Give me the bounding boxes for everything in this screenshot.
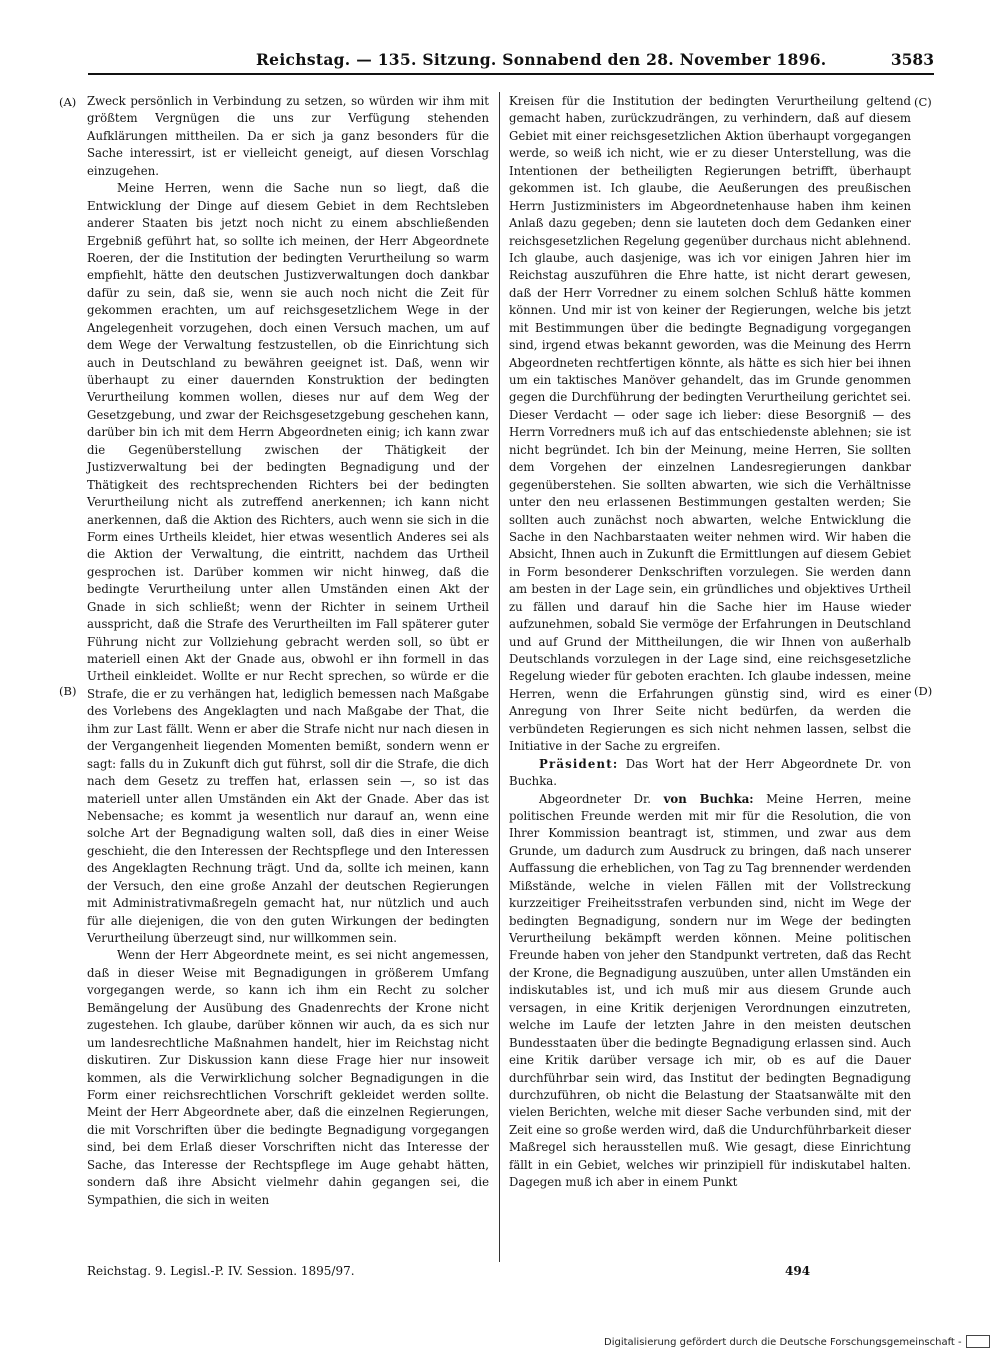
- margin-marker-a: (A): [59, 95, 77, 109]
- running-title: Reichstag. — 135. Sitzung. Sonnabend den 28. November 1896.: [256, 50, 827, 69]
- speech-paragraph: [509, 791, 911, 1192]
- header-rule: [88, 73, 934, 75]
- right-column: [509, 93, 911, 1192]
- session-footer: Reichstag. 9. Legisl.-P. IV. Session. 1895/97.: [87, 1264, 355, 1278]
- paragraph: Zweck persönlich in Verbindung zu setzen, so würden wir ihm mit größtem Vergnügen die uns zur Verfügung stehenden Aufklärungen mittheilen. Da er sich ja ganz besonders für die Sache interessirt, ist er vielleicht geneigt, auf diesen Vorschlag einzugehen.: [87, 94, 489, 178]
- left-column: [87, 93, 489, 1209]
- speaker-name: von Buchka:: [663, 791, 754, 806]
- column-divider: [499, 92, 500, 1262]
- speaker-label: Präsident:: [539, 756, 619, 771]
- dfg-logo-icon: [966, 1335, 990, 1348]
- margin-marker-c: (C): [914, 95, 932, 109]
- president-statement: [509, 756, 911, 791]
- page-number: 3583: [890, 50, 934, 69]
- sheet-number: 494: [785, 1264, 811, 1278]
- paragraph: Kreisen für die Institution der bedingten Verurtheilung geltend gemacht haben, zurückzudrängen, zu verhindern, daß auf diesem Gebiet mit einer reichsgesetzlichen Aktion überhaupt vorgegangen werde, so weiß ich nicht, wie er zu dieser Unterstellung, was die Intentionen der betheiligten Regierungen betrifft, überhaupt gekommen ist. Ich glaube, die Aeußerungen des preußischen Herrn Justizministers im Abgeordnetenhause haben ihm keinen Anlaß dazu gegeben; denn sie lauteten doch dem Gedanken einer reichsgesetzlichen Regelung gegenüber durchaus nicht ablehnend. Ich glaube, auch dasjenige, was ich vor einigen Jahren hier im Reichstag auszuführen die Ehre hatte, ist nicht derart gewesen, daß der Herr Vorredner zu einem solchen Schluß hätte kommen können. Und mir ist von keiner der Regierungen, welche bis jetzt mit Bestimmungen über die bedingte Begnadigung vorgegangen sind, irgend etwas bekannt geworden, was die Meinung des Herrn Abgeordneten rechtfertigen könnte, als hätte es sich hier bei ihnen um ein taktisches Manöver gehandelt, das im Grunde genommen gegen die Durchführung der bedingten Verurtheilung gerichtet sei. Dieser Verdacht — oder sage ich lieber: diese Besorgniß — des Herrn Vorredners muß ich auf das entschiedenste ablehnen; sie ist nicht begründet. Ich bin der Meinung, meine Herren, Sie sollten dem Vorgehen der einzelnen Landesregierungen dankbar gegenüberstehen. Sie sollten abwarten, wie sich die Verhältnisse unter den neu erlassenen Bestimmungen gestalten werden; Sie sollten auch zunächst noch abwarten, welche Entwicklung die Sache in den Nachbarstaaten weiter nehmen wird. Wir haben die Absicht, Ihnen auch in Zukunft die Ermittlungen auf diesem Gebiet in Form besonderer Denkschriften vorzulegen. Sie werden dann am besten in der Lage sein, ein gründliches und objektives Urtheil zu fällen und darauf hin die Sache hier im Hause wieder aufzunehmen, sobald Sie vermöge der Erfahrungen in Deutschland und auf Grund der Mittheilungen, die wir Ihnen von außerhalb Deutschlands vorzulegen in der Lage sind, eine reichsgesetzliche Regelung wieder für geboten erachten. Ich glaube indessen, meine Herren, wenn die Erfahrungen günstig sind, wird es einer Anregung von Ihrer Seite nicht bedürfen, da werden die verbündeten Regierungen es sich nicht nehmen lassen, selbst die Initiative in der Sache zu ergreifen.: [509, 94, 911, 754]
- digitization-notice: Digitalisierung gefördert durch die Deutsche Forschungsgemeinschaft -: [604, 1337, 962, 1348]
- page-header: [88, 46, 934, 72]
- paragraph: Meine Herren, wenn die Sache nun so liegt, daß die Entwicklung der Dinge auf diesem Gebiet in dem Rechtsleben anderer Staaten bis jetzt noch nicht zu einem abschließenden Ergebniß geführt hat, so sollte ich meinen, der Herr Abgeordnete Roeren, der die Institution der bedingten Verurtheilung so warm empfiehlt, hätte den deutschen Justizverwaltungen doch dankbar dafür zu sein, daß sie, wenn sie auch noch nicht die Zeit für gekommen erachten, um auf reichsgesetzlichem Wege in der Angelegenheit vorzugehen, doch einen Versuch machen, um auf dem Wege der Verwaltung festzustellen, ob die Einrichtung sich auch in Deutschland zu bewähren geeignet ist. Daß, wenn wir überhaupt zu einer dauernden Konstruktion der bedingten Verurtheilung kommen wollen, dieses nur auf dem Weg der Gesetzgebung, und zwar der Reichsgesetzgebung geschehen kann, darüber bin ich mit dem Herrn Abgeordneten einig; ich kann zwar die Gegenüberstellung zwischen der Thätigkeit der Justizverwaltung bei der bedingten Begnadigung und der Thätigkeit des rechtsprechenden Richters bei der bedingten Verurtheilung nicht als zutreffend anerkennen; ich kann nicht anerkennen, daß die Aktion des Richters, auch wenn sie sich in die Form eines Urtheils kleidet, hier etwas wesentlich Anderes sei als die Aktion der Verwaltung, die eintritt, nachdem das Urtheil gesprochen ist. Darüber kommen wir nicht hinweg, daß die bedingte Verurtheilung unter allen Umständen einen Akt der Gnade in sich schließt; wenn der Richter in seinem Urtheil ausspricht, daß die Strafe des Verurtheilten im Fall späterer guter Führung nicht zur Vollziehung gebracht werden soll, so übt er materiell einen Akt der Gnade aus, obwohl er ihn formell in das Urtheil einkleidet. Wollte er nur Recht sprechen, so würde er die Strafe, die er zu verhängen hat, lediglich bemessen nach Maßgabe des Vorlebens des Angeklagten und nach Maßgabe der That, die ihm zur Last fällt. Wenn er aber die Strafe nicht nur nach diesen in der Vergangenheit liegenden Momenten bemißt, sondern wenn er sagt: falls du in Zukunft dich gut führst, soll dir die Strafe, die dich nach dem Gesetz zu treffen hat, erlassen sein —, so ist das materiell unter allen Umständen ein Akt der Gnade. Aber das ist Nebensache; es kommt ja wesentlich nur darauf an, wenn eine solche Art der Begnadigung walten soll, daß dies in einer Weise geschieht, die den Interessen der Rechtspflege und den Interessen des Angeklagten Rechnung trägt. Und da, sollte ich meinen, kann der Versuch, den eine große Anzahl der deutschen Regierungen mit Administrativmaßregeln gemacht hat, nur nützlich und auch für alle diejenigen, die von den guten Wirkungen der bedingten Verurtheilung überzeugt sind, nur willkommen sein.: [87, 181, 489, 945]
- paragraph: Wenn der Herr Abgeordnete meint, es sei nicht angemessen, daß in dieser Weise mit Begnadigungen in größerem Umfang vorgegangen werde, so kann ich ihm ein Recht zu solcher Bemängelung der Ausübung des Gnadenrechts der Krone nicht zugestehen. Ich glaube, darüber können wir auch, da es sich nur um landesrechtliche Maßnahmen handelt, hier im Reichstag nicht diskutiren. Zur Diskussion kann diese Frage hier nur insoweit kommen, als die Verwirklichung solcher Begnadigungen in die Form einer reichsrechtlichen Vorschrift gekleidet werden sollte. Meint der Herr Abgeordnete aber, daß die einzelnen Regierungen, die mit Vorschriften über die bedingte Begnadigung vorgegangen sind, bei dem Erlaß dieser Vorschriften nicht das Interesse der Sache, das Interesse der Rechtspflege im Auge gehabt hätten, sondern daß ihre Absicht vielmehr dahin gegangen sei, die Sympathien, die sich in weiten: [87, 948, 489, 1207]
- margin-marker-b: (B): [59, 684, 77, 698]
- speech-text: Meine Herren, meine politischen Freunde werden mit mir für die Resolution, die von Ihrer Kommission beantragt ist, stimmen, und zwar aus dem Grunde, um dadurch zum Ausdruck zu bringen, daß nach unserer Auffassung die erheblichen, von Tag zu Tag brennender werdenden Mißstände, welche in vielen Fällen mit der Vollstreckung kurzzeitiger Freiheitsstrafen verbunden sind, nicht im Wege der bedingten Begnadigung, sondern nur im Wege der bedingten Verurtheilung bekämpft werden können. Meine politischen Freunde haben von jeher den Standpunkt vertreten, daß das Recht der Krone, die Begnadigung auszuüben, unter allen Umständen ein indiskutables ist, und ich muß mir aus diesem Grunde auch versagen, in eine Kritik derjenigen Verordnungen einzutreten, welche im Laufe der letzten Jahre in den meisten deutschen Bundesstaaten über die bedingte Begnadigung erlassen sind. Auch eine Kritik darüber versage ich mir, ob es auf die Dauer durchführbar sein wird, das Institut der bedingten Begnadigung durchzuführen, ob nicht die Belastung der Staatsanwälte mit den vielen Berichten, welche mit dieser Sache verbunden sind, mit der Zeit eine so große werden wird, daß die Undurchführbarkeit dieser Maßregel sich herausstellen muß. Wie gesagt, diese Einrichtung fällt in ein Gebiet, welches wir prinzipiell für indiskutabel halten. Dagegen muß ich aber in einem Punkt: [509, 791, 911, 1190]
- margin-marker-d: (D): [914, 684, 933, 698]
- speaker-prefix: Abgeordneter Dr.: [539, 791, 652, 806]
- statement-text: Das Wort hat der Herr Abgeordnete Dr. von Buchka.: [509, 756, 911, 789]
